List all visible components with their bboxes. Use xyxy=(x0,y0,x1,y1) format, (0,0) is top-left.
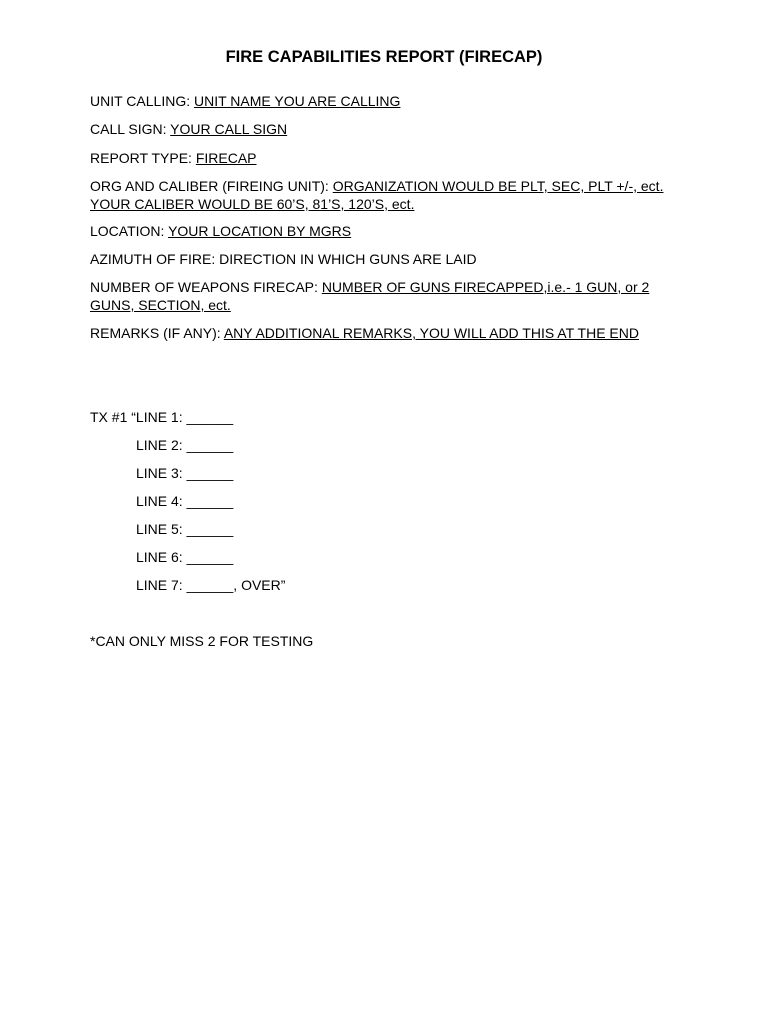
tx-line-6: LINE 6: ______ xyxy=(136,549,234,565)
field-label: REPORT TYPE: xyxy=(90,150,196,166)
field-org-caliber xyxy=(90,177,680,213)
field-call-sign xyxy=(90,120,680,138)
page-title: FIRE CAPABILITIES REPORT (FIRECAP) xyxy=(225,48,543,66)
field-azimuth xyxy=(90,250,680,268)
tx-line-7: LINE 7: ______, OVER” xyxy=(136,577,286,593)
tx-line-2: LINE 2: ______ xyxy=(136,437,234,453)
field-label: LOCATION: xyxy=(90,223,169,239)
field-value: YOUR LOCATION BY MGRS xyxy=(168,223,352,239)
field-value: DIRECTION IN WHICH GUNS ARE LAID xyxy=(219,251,477,267)
tx-line-4: LINE 4: ______ xyxy=(136,493,234,509)
field-label: UNIT CALLING: xyxy=(90,93,194,109)
field-label: CALL SIGN: xyxy=(90,121,171,137)
field-location xyxy=(90,222,680,240)
field-number-of-weapons xyxy=(90,278,680,314)
field-value: YOUR CALL SIGN xyxy=(170,121,288,137)
field-value: UNIT NAME YOU ARE CALLING xyxy=(194,93,401,109)
testing-note: *CAN ONLY MISS 2 FOR TESTING xyxy=(90,633,314,649)
tx-line-3: LINE 3: ______ xyxy=(136,465,234,481)
field-value: NUMBER OF GUNS FIRECAPPED,i.e.- 1 GUN, or 2 GUNS, SECTION, ect. xyxy=(90,279,650,313)
field-report-type xyxy=(90,149,680,167)
field-remarks xyxy=(90,324,680,342)
tx-prefix: TX #1 “ xyxy=(90,409,136,425)
field-value: ANY ADDITIONAL REMARKS, YOU WILL ADD THIS AT THE END xyxy=(223,325,639,341)
field-label: NUMBER OF WEAPONS FIRECAP: xyxy=(90,279,322,295)
field-label: AZIMUTH OF FIRE: xyxy=(90,251,220,267)
field-value: ORGANIZATION WOULD BE PLT, SEC, PLT +/-, ect. YOUR CALIBER WOULD BE 60’S, 81’S, 120’S, ect. xyxy=(90,178,664,212)
field-unit-calling xyxy=(90,92,680,110)
tx-line-1 xyxy=(90,408,233,426)
field-value: FIRECAP xyxy=(195,150,257,166)
tx-line-text: LINE 1: ______ xyxy=(135,409,234,425)
field-label: REMARKS (IF ANY): xyxy=(90,325,224,341)
tx-line-5: LINE 5: ______ xyxy=(136,521,234,537)
field-label: ORG AND CALIBER (FIREING UNIT): xyxy=(90,178,333,194)
